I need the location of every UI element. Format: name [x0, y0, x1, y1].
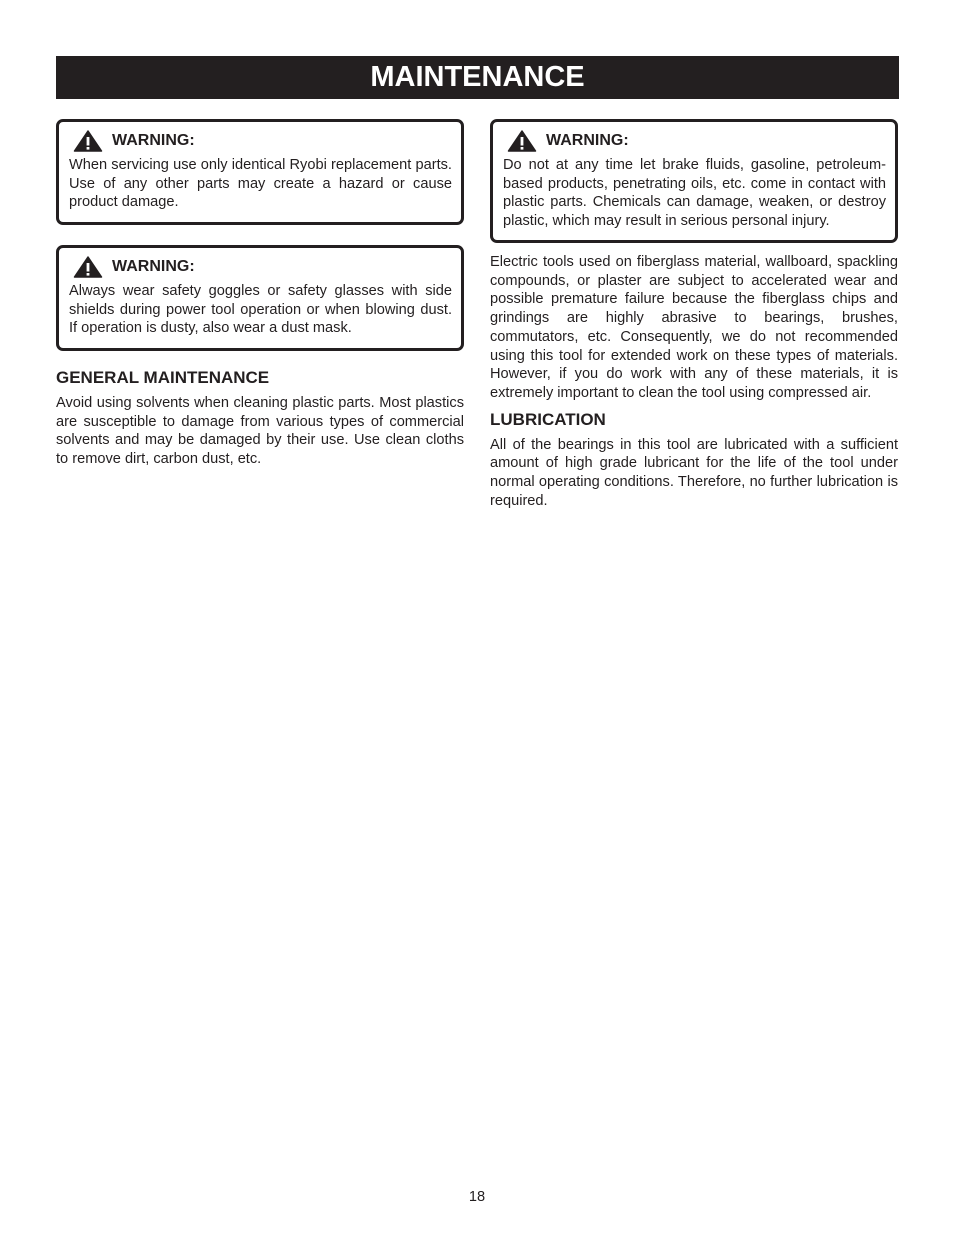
lubrication-text: All of the bearings in this tool are lubricated with a sufficient amount of high grade lubricant for the life of the tool under normal operating conditions. Therefore, no further lubrication is required.	[490, 436, 898, 509]
left-column	[56, 119, 464, 469]
warning-box-chemicals	[490, 119, 898, 243]
warning-triangle-icon	[73, 256, 103, 278]
lubrication-heading: LUBRICATION	[490, 409, 606, 429]
page-number: 18	[468, 1189, 486, 1205]
general-maintenance-text: Avoid using solvents when cleaning plastic parts. Most plastics are susceptible to damage from various types of commercial solvents and may be damaged by their use. Use clean cloths to remove dirt, carbon dust, etc.	[56, 395, 464, 468]
general-maintenance-heading: GENERAL MAINTENANCE	[56, 368, 270, 387]
right-column	[490, 119, 898, 510]
warning-label: WARNING:	[112, 132, 195, 149]
warning-text: When servicing use only identical Ryobi replacement parts. Use of any other parts may create a hazard or cause product damage.	[69, 157, 452, 211]
warning-header	[67, 256, 452, 278]
warning-label: WARNING:	[112, 258, 195, 275]
page-title: MAINTENANCE	[56, 56, 899, 99]
warning-text: Always wear safety goggles or safety glasses with side shields during power tool operation or when blowing dust. If operation is dusty, also wear a dust mask.	[69, 283, 452, 337]
warning-label: WARNING:	[546, 132, 629, 149]
warning-header	[501, 130, 886, 152]
fiberglass-text: Electric tools used on fiberglass material, wallboard, spackling compounds, or plaster are subject to accelerated wear and possible premature failure because the fiberglass chips and grindings are highly abrasive to bearings, brushes, commutators, etc. Consequently, we do not recommended using this tool for extended work on these types of materials. However, if you do work with any of these materials, it is extremely important to clean the tool using compressed air.	[490, 254, 898, 401]
warning-box-safety-goggles	[56, 245, 464, 351]
warning-box-replacement-parts	[56, 119, 464, 225]
warning-triangle-icon	[73, 130, 103, 152]
warning-text: Do not at any time let brake fluids, gasoline, petroleum-based products, penetrating oils, etc. come in contact with plastic parts. Chemicals can damage, weaken, or destroy plastic, which may result in serious personal injury.	[503, 157, 886, 230]
warning-triangle-icon	[507, 130, 537, 152]
warning-header	[67, 130, 452, 152]
